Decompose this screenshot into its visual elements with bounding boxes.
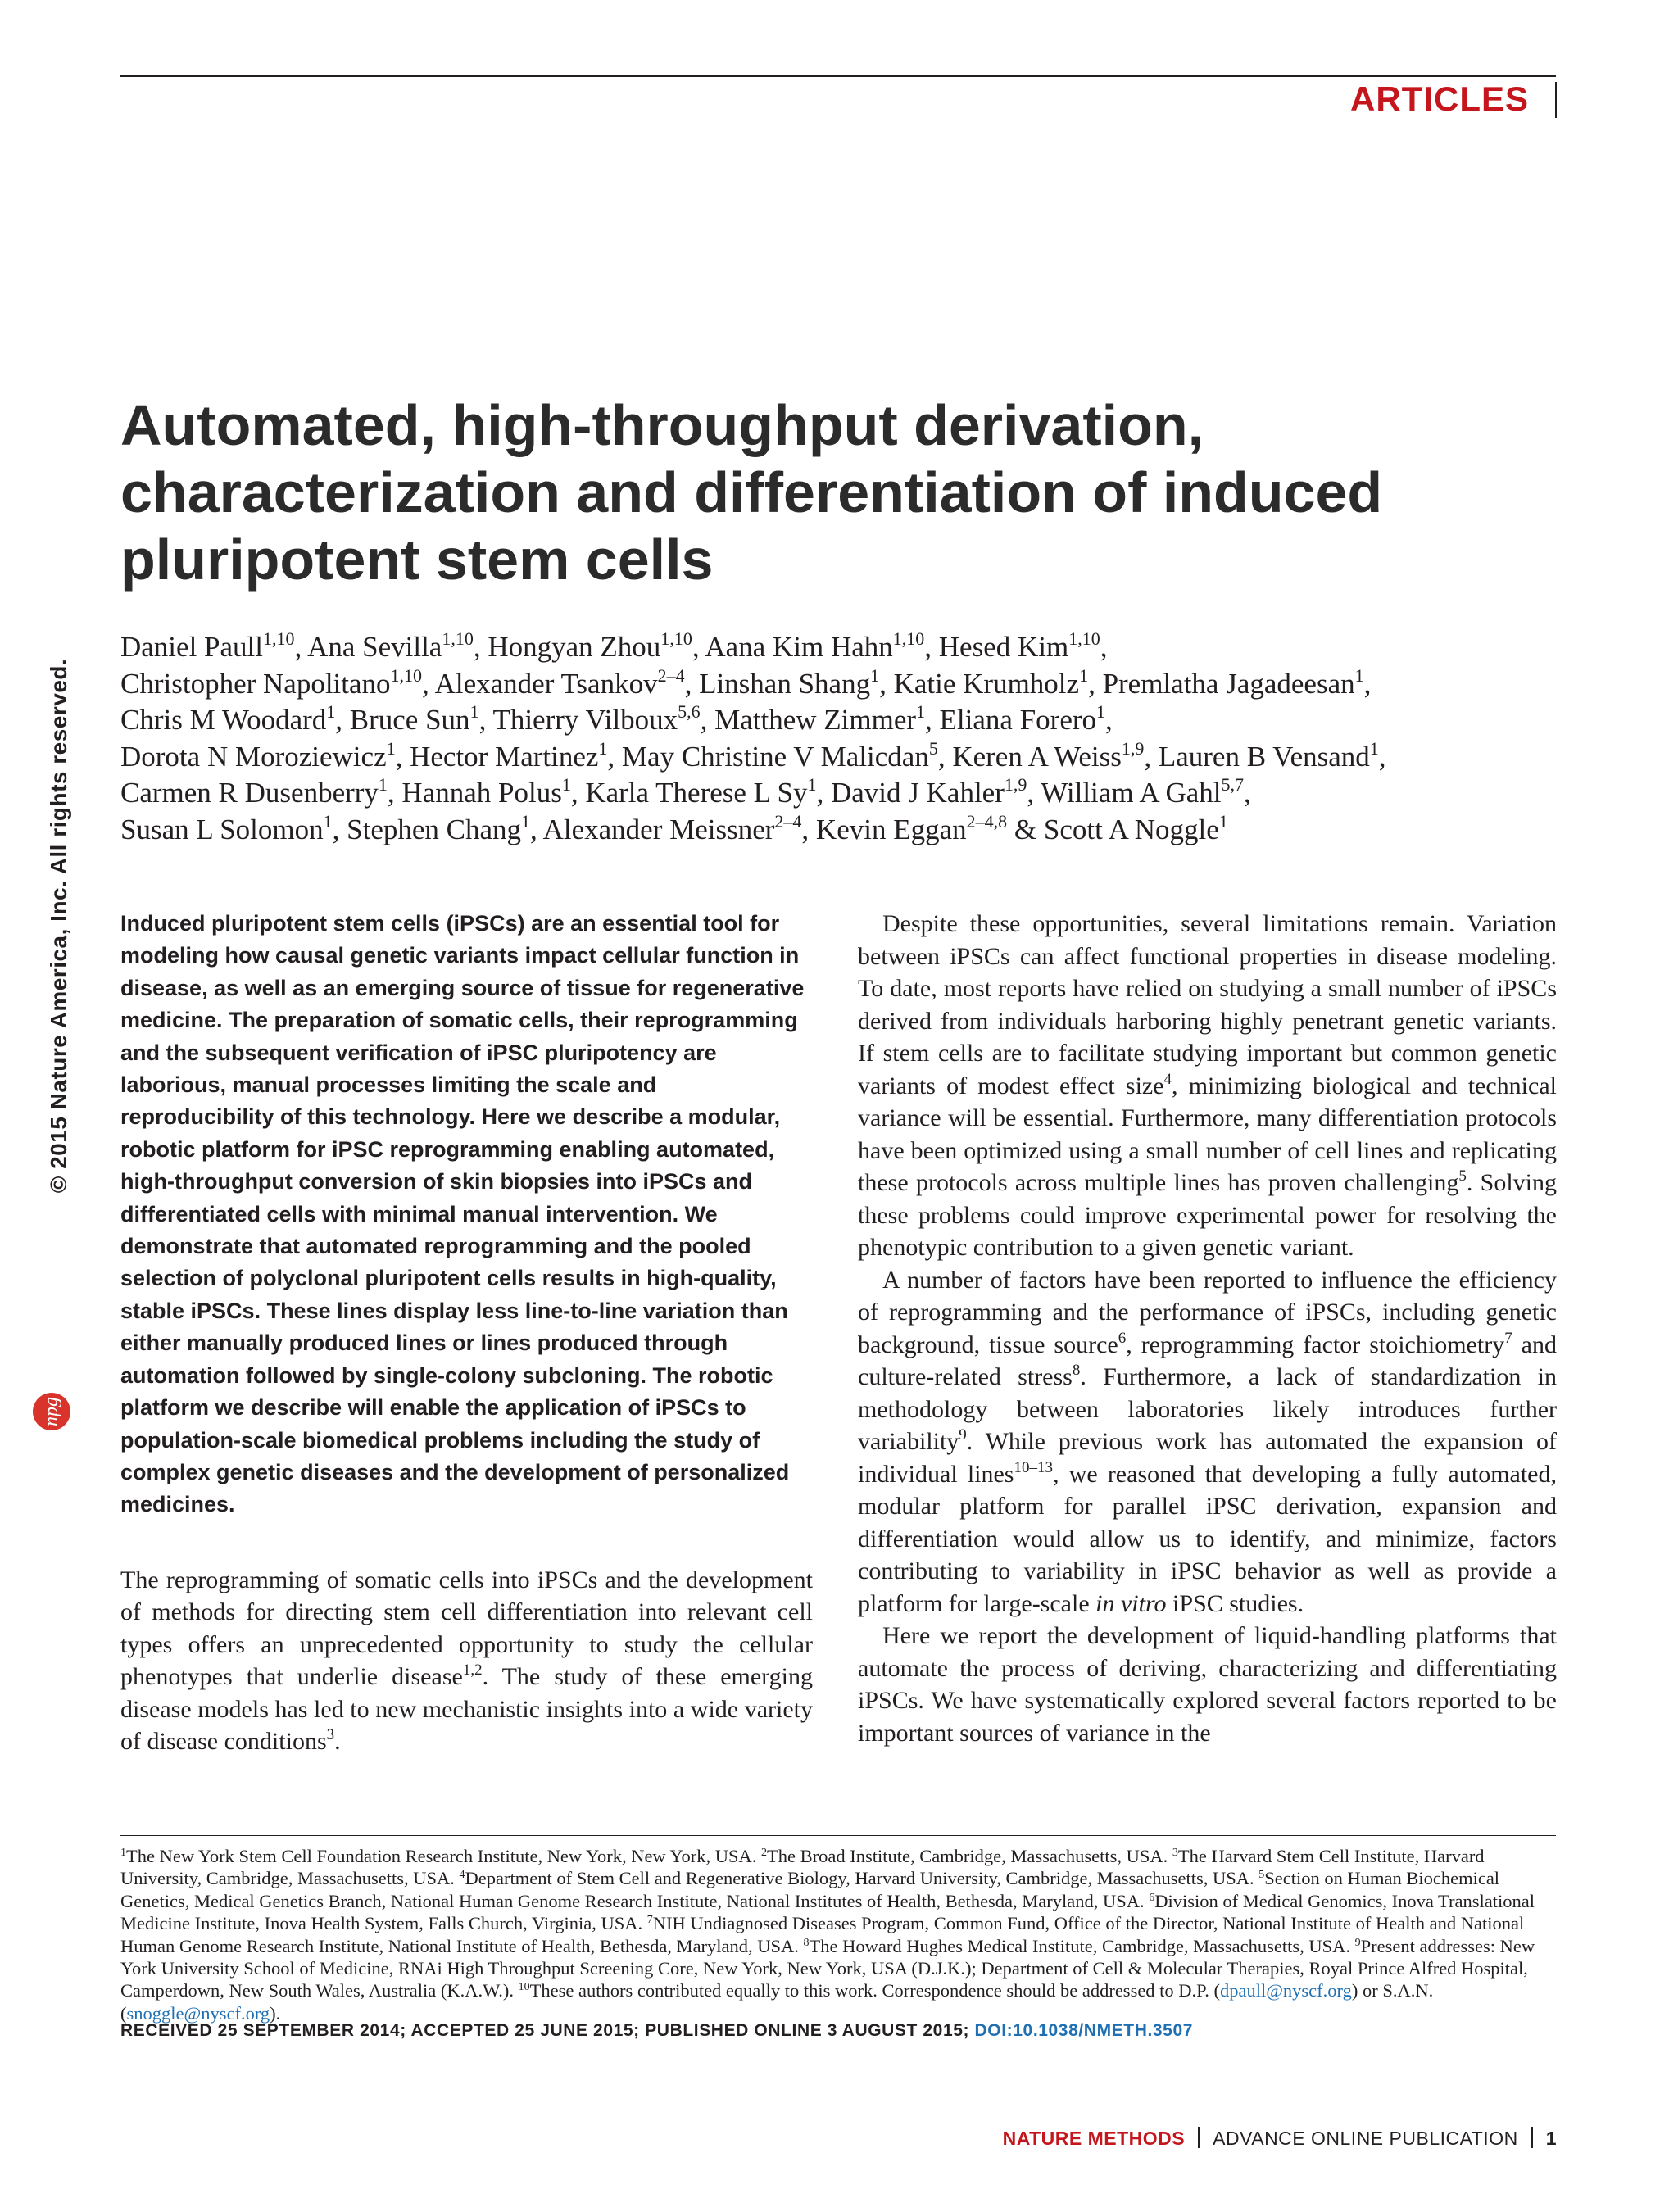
citation-ref: 2 — [760, 1847, 767, 1859]
citation-ref: 8 — [1072, 1362, 1081, 1379]
author-name: Kevin Eggan$^{2-4,8}$ — [815, 810, 1008, 845]
body-paragraph: Here we report the development of liquid-handling platforms that automate the process of deriving, characterizing and differentiating iPSCs. We have systematically explored several factors reported to be important sources of variance in the — [858, 1622, 1557, 1747]
section-label-divider — [1555, 82, 1557, 118]
author-name: Scott A Noggle$^1$ — [1043, 810, 1228, 845]
author-name: Katie Krumholz$^1$ — [893, 664, 1089, 700]
citation-ref: 1,2 — [462, 1661, 483, 1679]
affiliation-ref: 1,10 — [442, 628, 474, 649]
author-name: Keren A Weiss$^{1,9}$ — [952, 737, 1145, 773]
journal-name: NATURE METHODS — [1002, 2128, 1186, 2149]
author-name: Hannah Polus$^1$ — [401, 774, 571, 809]
affiliation-ref: 2–4 — [774, 810, 802, 832]
left-column — [120, 908, 813, 1758]
affiliation-ref: 1 — [1096, 701, 1106, 723]
affiliation-ref: 1 — [561, 774, 571, 796]
affiliation-ref: 1 — [469, 701, 479, 723]
citation-ref: 9 — [959, 1426, 967, 1444]
affiliation-ref: 1,10 — [390, 664, 423, 686]
citation-ref: 5 — [1258, 1869, 1265, 1882]
author-name: Daniel Paull$^{1,10}$ — [120, 628, 295, 663]
affiliation-ref: 1,10 — [263, 628, 295, 649]
affiliation-ref: 1 — [323, 810, 333, 832]
affiliation-ref: 1 — [521, 810, 531, 832]
page-footer — [1003, 2127, 1557, 2150]
author-name: Hesed Kim$^{1,10}$ — [938, 628, 1100, 663]
author-name: May Christine V Malicdan$^5$ — [621, 737, 938, 773]
italic-text: in vitro — [1095, 1589, 1167, 1617]
author-name: Hector Martinez$^1$ — [410, 737, 608, 773]
affiliation-ref: 1 — [386, 737, 396, 759]
citation-ref: 3 — [1172, 1847, 1178, 1859]
citation-ref: 6 — [1118, 1329, 1127, 1347]
npg-logo: npg — [33, 1393, 70, 1430]
author-name: Lauren B Vensand$^1$ — [1158, 737, 1379, 773]
citation-ref: 7 — [1504, 1329, 1512, 1347]
affiliation-ref: 1,10 — [1068, 628, 1100, 649]
citation-ref: 5 — [1458, 1167, 1467, 1185]
affiliation-ref: 1 — [1354, 664, 1364, 686]
author-name: David J Kahler$^{1,9}$ — [830, 774, 1027, 809]
author-name: Alexander Meissner$^{2-4}$ — [542, 810, 802, 845]
right-column — [858, 908, 1557, 1749]
citation-ref: 3 — [326, 1726, 335, 1744]
citation-ref: 1 — [120, 1847, 126, 1859]
author-name: Ana Sevilla$^{1,10}$ — [307, 628, 474, 663]
affiliation-ref: 1 — [1079, 664, 1089, 686]
affiliation-ref: 1 — [598, 737, 608, 759]
body-paragraph: A number of factors have been reported to influence the efficiency of reprogramming and the performance of iPSCs, including genetic background, tissue source$^6$, reprogramming factor stoichiometry$^7$ and culture-related stress$^8$. Furthermore, a lack of standardization in methodology between laboratories likely introduces further variability$^9$. While previous work has automated the expansion of individual lines$^{10-13}$, we reasoned that developing a fully automated, modular platform for parallel iPSC derivation, expansion and differentiation would allow us to identify, and minimize, factors contributing to variability in iPSC behavior as well as provide a platform for large-scale in vitro iPSC studies. — [858, 1266, 1557, 1617]
page-number: 1 — [1545, 2128, 1557, 2149]
author-name: Linshan Shang$^1$ — [699, 664, 880, 700]
affiliation-ref: 5,7 — [1221, 774, 1244, 796]
footer-divider — [1531, 2127, 1533, 2148]
author-name: Matthew Zimmer$^1$ — [714, 701, 926, 737]
affiliation-ref: 1 — [1369, 737, 1379, 759]
author-name: Bruce Sun$^1$ — [349, 701, 479, 737]
email-link[interactable]: snoggle@nyscf.org — [126, 2002, 270, 2024]
author-name: Alexander Tsankov$^{2-4}$ — [434, 664, 685, 700]
author-name: Dorota N Moroziewicz$^1$ — [120, 737, 396, 773]
affiliation-ref: 2–4 — [657, 664, 685, 686]
author-name: Karla Therese L Sy$^1$ — [585, 774, 817, 809]
author-list: Daniel Paull$^{1,10}$, Ana Sevilla$^{1,10}$, Hongyan Zhou$^{1,10}$, Aana Kim Hahn$^{1,10}$, Hesed Kim$^{1,10}$, Christopher Napolitano$^{1,10}$, Alexander Tsankov$^{2-4}$, Linshan Shang$^1$, Katie Krumholz$^1$, Premlatha Jagadeesan$^1$, Chris M Woodard$^1$, Bruce Sun$^1$, Thierry Vilboux$^{5,6}$, Matthew Zimmer$^1$, Eliana Forero$^1$, Dorota N Moroziewicz$^1$, Hector Martinez$^1$, May Christine V Malicdan$^5$, Keren A Weiss$^{1,9}$, Lauren B Vensand$^1$, Carmen R Dusenberry$^1$, Hannah Polus$^1$, Karla Therese L Sy$^1$, David J Kahler$^{1,9}$, William A Gahl$^{5,7}$, Susan L Solomon$^1$, Stephen Chang$^1$, Alexander Meissner$^{2-4}$, Kevin Eggan$^{2-4,8}$ & Scott A Noggle$^1$ — [120, 628, 1386, 845]
author-name: Eliana Forero$^1$ — [939, 701, 1106, 737]
citation-ref: 6 — [1149, 1891, 1155, 1904]
author-name: Aana Kim Hahn$^{1,10}$ — [705, 628, 925, 663]
affiliations: $^1$The New York Stem Cell Foundation Research Institute, New York, New York, USA. $^2$The Broad Institute, Cambridge, Massachusetts, USA. $^3$The Harvard Stem Cell Institute, Harvard University, Cambridge, Massachusetts, USA. $^4$Department of Stem Cell and Regenerative Biology, Harvard University, Cambridge, Massachusetts, USA. $^5$Section on Human Biochemical Genetics, Medical Genetics Branch, National Human Genome Research Institute, National Institutes of Health, Bethesda, Maryland, USA. $^6$Division of Medical Genomics, Inova Translational Medicine Institute, Inova Health System, Falls Church, Virginia, USA. $^7$NIH Undiagnosed Diseases Program, Common Fund, Office of the Director, National Institute of Health and National Human Genome Research Institute, National Institute of Health, Bethesda, Maryland, USA. $^8$The Howard Hughes Medical Institute, Cambridge, Massachusetts, USA. $^9$Present addresses: New York University School of Medicine, RNAi High Throughput Screening Core, New York, New York, USA (D.J.K.); Department of Cell & Molecular Therapies, Royal Prince Alfred Hospital, Camperdown, New South Wales, Australia (K.A.W.). $^{10}$These authors contributed equally to this work. Correspondence should be addressed to D.P. (dpaull@nyscf.org) or S.A.N. (snoggle@nyscf.org). — [120, 1846, 1535, 2024]
footnote-rule — [120, 1835, 1556, 1836]
affiliation-ref: 1 — [378, 774, 388, 796]
doi-link[interactable]: DOI:10.1038/NMETH.3507 — [974, 2021, 1194, 2040]
publication-type: ADVANCE ONLINE PUBLICATION — [1213, 2128, 1518, 2149]
author-name: Susan L Solomon$^1$ — [120, 810, 333, 845]
affiliation-ref: 5 — [928, 737, 938, 759]
affiliation-ref: 1 — [870, 664, 880, 686]
author-name: Chris M Woodard$^1$ — [120, 701, 336, 737]
author-name: Premlatha Jagadeesan$^1$ — [1102, 664, 1364, 700]
author-name: Stephen Chang$^1$ — [347, 810, 531, 845]
author-name: William A Gahl$^{5,7}$ — [1041, 774, 1244, 809]
email-link[interactable]: dpaull@nyscf.org — [1219, 1980, 1352, 2001]
affiliation-ref: 1,10 — [892, 628, 925, 649]
citation-ref: 4 — [459, 1869, 465, 1882]
affiliation-ref: 1,9 — [1004, 774, 1027, 796]
affiliation-ref: 5,6 — [678, 701, 701, 723]
citation-ref: 10 — [518, 1981, 530, 1994]
affiliation-ref: 2–4,8 — [966, 810, 1008, 832]
affiliation-ref: 1 — [326, 701, 336, 723]
citation-ref: 8 — [803, 1936, 810, 1949]
affiliation-ref: 1 — [807, 774, 817, 796]
author-name: Christopher Napolitano$^{1,10}$ — [120, 664, 423, 700]
affiliation-ref: 1,9 — [1121, 737, 1145, 759]
article-title: Automated, high-throughput derivation, characterization and differentiation of induced pluripotent stem cells — [120, 393, 1383, 592]
author-name: Hongyan Zhou$^{1,10}$ — [488, 628, 692, 663]
copyright-notice: © 2015 Nature America, Inc. All rights reserved. — [46, 658, 71, 1194]
author-name: Thierry Vilboux$^{5,6}$ — [492, 701, 701, 737]
publication-history — [120, 2021, 1193, 2041]
section-label: ARTICLES — [1350, 79, 1529, 118]
body-paragraph: Despite these opportunities, several limitations remain. Variation between iPSCs can affect functional properties in disease modeling. To date, most reports have relied on studying a small number of iPSCs derived from individuals harboring highly penetrant genetic variants. If stem cells are to facilitate studying important but common genetic variants of modest effect size$^4$, minimizing biological and technical variance will be essential. Furthermore, many differentiation protocols have been optimized using a small number of cell lines and replicating these protocols across multiple lines has proven challenging$^5$. Solving these problems could improve experimental power for resolving the phenotypic contribution to a given genetic variant. — [858, 910, 1557, 1261]
header-rule — [120, 75, 1556, 77]
publication-dates: RECEIVED 25 SEPTEMBER 2014; ACCEPTED 25 JUNE 2015; PUBLISHED ONLINE 3 AUGUST 2015; — [120, 2021, 975, 2040]
citation-ref: 4 — [1163, 1070, 1172, 1088]
intro-paragraph: The reprogramming of somatic cells into iPSCs and the development of methods for directing stem cell differentiation into relevant cell types offers an unprecedented opportunity to study the cellular phenotypes that underlie disease$^{1,2}$. The study of these emerging disease models has led to new mechanistic insights into a wide variety of disease conditions$^3$. — [120, 1566, 813, 1756]
affiliation-ref: 1 — [916, 701, 926, 723]
affiliation-ref: 1 — [1218, 810, 1228, 832]
affiliation-ref: 1,10 — [660, 628, 692, 649]
citation-ref: 10–13 — [1014, 1458, 1053, 1476]
footer-divider — [1198, 2127, 1200, 2148]
citation-ref: 7 — [646, 1914, 653, 1927]
author-name: Carmen R Dusenberry$^1$ — [120, 774, 388, 809]
citation-ref: 9 — [1354, 1936, 1361, 1949]
abstract: Induced pluripotent stem cells (iPSCs) are an essential tool for modeling how causal genetic variants impact cellular function in disease, as well as an emerging source of tissue for regenerative medicine. The preparation of somatic cells, their reprogramming and the subsequent verification of iPSC pluripotency are laborious, manual processes limiting the scale and reproducibility of this technology. Here we describe a modular, robotic platform for iPSC reprogramming enabling automated, high-throughput conversion of skin biopsies into iPSCs and differentiated cells with minimal manual intervention. We demonstrate that automated reprogramming and the pooled selection of polyclonal pluripotent cells results in high-quality, stable iPSCs. These lines display less line-to-line variation than either manually produced lines or lines produced through automation followed by single-colony subcloning. The robotic platform we describe will enable the application of iPSCs to population-scale biomedical problems including the study of complex genetic diseases and the development of personalized medicines. — [120, 911, 805, 1517]
